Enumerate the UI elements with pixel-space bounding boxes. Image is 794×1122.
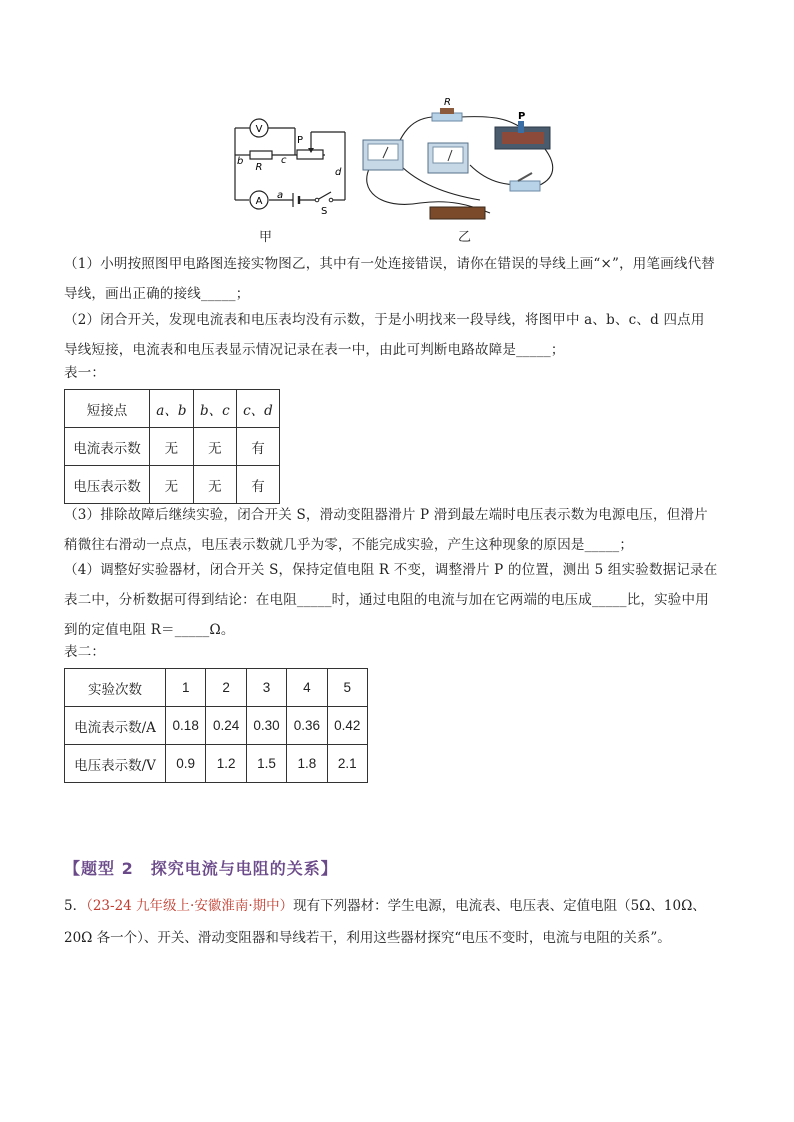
table-header-cell: 3: [246, 669, 286, 707]
table-cell: 0.18: [166, 707, 206, 745]
table-header-cell: 5: [327, 669, 367, 707]
q3-line1: （3）排除故障后继续实验，闭合开关 S，滑动变阻器滑片 P 滑到最左端时电压表示数为电源电压，但滑片: [64, 507, 708, 523]
q1-line1: （1）小明按照图甲电路图连接实物图乙，其中有一处连接错误，请你在错误的导线上画“×”，用笔画线代替: [64, 256, 716, 272]
question-4: [64, 555, 744, 645]
question-3: [64, 500, 744, 560]
table-cell: 0.9: [166, 745, 206, 783]
switch-photo-icon: [510, 181, 540, 191]
table-row: [65, 466, 280, 504]
table-cell: 0.30: [246, 707, 286, 745]
table-header-cell: b、c: [193, 390, 236, 428]
apparatus-illustration: [360, 95, 575, 225]
ammeter-photo-icon: [363, 140, 403, 170]
node-d-label: d: [335, 167, 342, 178]
table-row: [65, 707, 368, 745]
circuit-diagram: [225, 110, 365, 225]
question-2: [64, 305, 744, 365]
table-header-cell: 4: [287, 669, 327, 707]
table-row: [65, 669, 368, 707]
table-header-cell: 2: [206, 669, 246, 707]
question-5: [64, 890, 754, 954]
q5-number: 5．: [64, 898, 87, 914]
table-header-cell: a、b: [150, 390, 194, 428]
resistor-label: R: [255, 162, 263, 173]
table-cell: 1.8: [287, 745, 327, 783]
q1-line2: 导线，画出正确的接线_____；: [64, 286, 250, 302]
table-cell: 无: [150, 428, 194, 466]
q5-text2: 20Ω 各一个）、开关、滑动变阻器和导线若干，利用这些器材探究“电压不变时，电流与电阻的关系”。: [64, 930, 671, 946]
q4-line1: （4）调整好实验器材，闭合开关 S，保持定值电阻 R 不变，调整滑片 P 的位置，测出 5 组实验数据记录在: [64, 562, 718, 578]
voltmeter-photo-icon: [428, 143, 468, 173]
table-cell: 有: [236, 466, 279, 504]
table-header-cell: 1: [166, 669, 206, 707]
voltmeter-label: V: [255, 124, 263, 135]
table-cell: 无: [150, 466, 194, 504]
table-cell: 2.1: [327, 745, 367, 783]
table1-label: 表一：: [64, 365, 106, 381]
table-cell: 1.2: [206, 745, 246, 783]
q2-line2: 导线短接，电流表和电压表显示情况记录在表一中，由此可判断电路故障是_____；: [64, 342, 565, 358]
q3-line2: 稍微往右滑动一点点，电压表示数就几乎为零，不能完成实验，产生这种现象的原因是_____；: [64, 537, 634, 553]
figure-caption-left: 甲: [259, 230, 273, 245]
table-cell: 0.24: [206, 707, 246, 745]
question-1: [64, 249, 744, 309]
node-b-label: b: [237, 156, 244, 167]
photo-resistor-label: R: [444, 97, 451, 108]
rheostat-photo-icon: [495, 121, 550, 149]
table-cell: 0.36: [287, 707, 327, 745]
resistor-icon: [250, 151, 272, 159]
node-a-label: a: [277, 190, 284, 201]
table-cell: 无: [193, 466, 236, 504]
q4-line3: 到的定值电阻 R＝_____Ω。: [64, 622, 235, 638]
table-header-cell: 短接点: [65, 390, 150, 428]
table-cell: 无: [193, 428, 236, 466]
q2-line1: （2）闭合开关，发现电流表和电压表均没有示数，于是小明找来一段导线，将图甲中 a、b、c、d 四点用: [64, 312, 705, 328]
table-cell: 1.5: [246, 745, 286, 783]
table2-label: 表二：: [64, 644, 106, 660]
table-2: [64, 668, 368, 783]
q5-source: （23-24 九年级上·安徽淮南·期中）: [86, 898, 294, 914]
table-1: [64, 389, 280, 504]
table-cell: 电压表示数/V: [65, 745, 166, 783]
table-header-cell: c、d: [236, 390, 279, 428]
table-cell: 有: [236, 428, 279, 466]
battery-photo-icon: [430, 207, 485, 219]
table-cell: 0.42: [327, 707, 367, 745]
table-cell: 电流表示数/A: [65, 707, 166, 745]
q5-text1: 现有下列器材：学生电源，电流表、电压表、定值电阻（5Ω、10Ω、: [293, 898, 706, 914]
table-header-cell: 实验次数: [65, 669, 166, 707]
node-c-label: c: [281, 155, 287, 166]
switch-label: S: [321, 206, 328, 217]
table-row: [65, 390, 280, 428]
table-cell: 电流表示数: [65, 428, 150, 466]
table-cell: 电压表示数: [65, 466, 150, 504]
slider-label: P: [297, 135, 304, 146]
rheostat-icon: [297, 150, 323, 159]
figure-caption-right: 乙: [458, 230, 472, 245]
ammeter-label: A: [255, 196, 263, 207]
table-row: [65, 428, 280, 466]
resistor-board-icon: [432, 113, 462, 121]
section-heading: 【题型 2 探究电流与电阻的关系】: [64, 859, 338, 878]
q4-line2: 表二中，分析数据可得到结论：在电阻_____时，通过电阻的电流与加在它两端的电压成_____比，实验中用: [64, 592, 709, 608]
table-row: [65, 745, 368, 783]
photo-slider-label: P: [518, 111, 526, 122]
